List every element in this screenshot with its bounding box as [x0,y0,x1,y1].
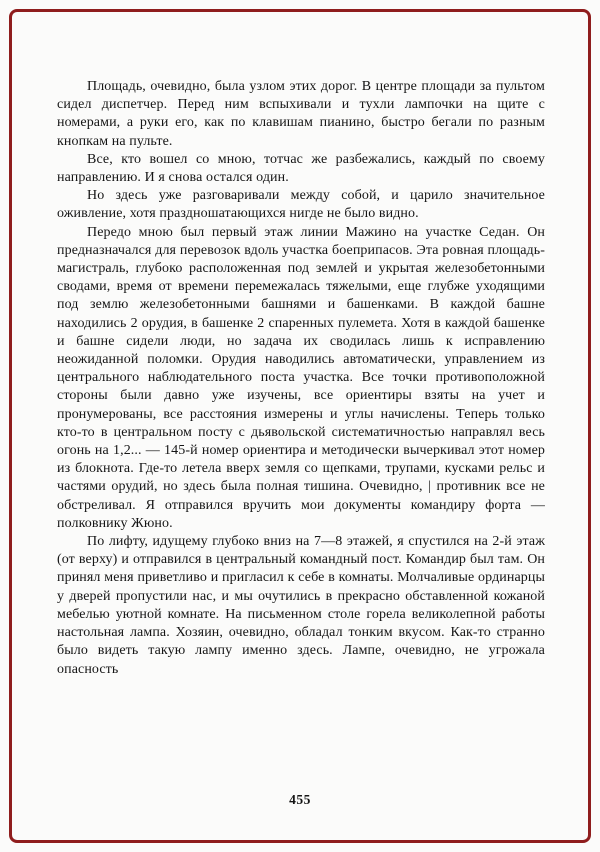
page-number: 455 [289,792,311,807]
paragraph: Все, кто вошел со мною, тотчас же разбежались, каждый по своему направлению. И я снова остался один. [57,151,545,186]
book-page-text [57,78,545,679]
paragraph: Но здесь уже разговаривали между собой, и царило значительное оживление, хотя праздношатающихся нигде не было видно. [57,188,545,222]
paragraph: Площадь, очевидно, была узлом этих дорог. В центре площади за пультом сидел диспетчер. Перед ним вспыхивали и тухли лампочки на щите с номерами, а руки его, как по клавишам пианино, быстро бегали по разным кнопкам на пульте. [57,79,545,149]
paragraph: Передо мною был первый этаж линии Мажино на участке Седан. Он предназначался для перевозок вдоль участка боеприпасов. Эта ровная площадь-магистраль, глубоко расположенная под землей и укрытая железобетонными сводами, время от времени перемежалась тяжелыми, еще глубже уходящими под землю железобетонными башнями и башенками. В каждой башне находились 2 орудия, в башенке 2 спаренных пулемета. Хотя в каждой башенке и башне сидели люди, но задача их сводилась лишь к исправлению неожиданной поломки. Орудия наводились автоматически, управлением из центрального наблюдательного поста участка. Все точки противоположной стороны были давно уже изучены, все ориентиры взяты на учет и пронумерованы, все расстояния измерены и углы начислены. Теперь только кто-то в центральном посту с дьявольской систематичностью направлял весь огонь на 1,2... — 145-й номер ориентира и методически вычеркивал этот номер из блокнота. Где-то летела вверх земля со щепками, трупами, кусками рельс и частями орудий, но здесь была полная тишина. Очевидно, | противник все не обстреливал. Я отправился вручить мои документы командиру форта — полковнику Жюно. [57,224,545,531]
paragraph: По лифту, идущему глубоко вниз на 7—8 этажей, я спустился на 2-й этаж (от верху) и отправился в центральный командный пост. Командир был там. Он принял меня приветливо и пригласил к себе в комнаты. Молчаливые ординарцы у дверей пропустили нас, и мы очутились в прекрасно обставленной кожаной мебелью уютной комнате. На письменном столе горела великолепной работы настольная лампа. Хозяин, очевидно, обладал тонким вкусом. Как-то странно было видеть такую лампу именно здесь. Лампе, очевидно, не угрожала опасность [57,534,545,677]
